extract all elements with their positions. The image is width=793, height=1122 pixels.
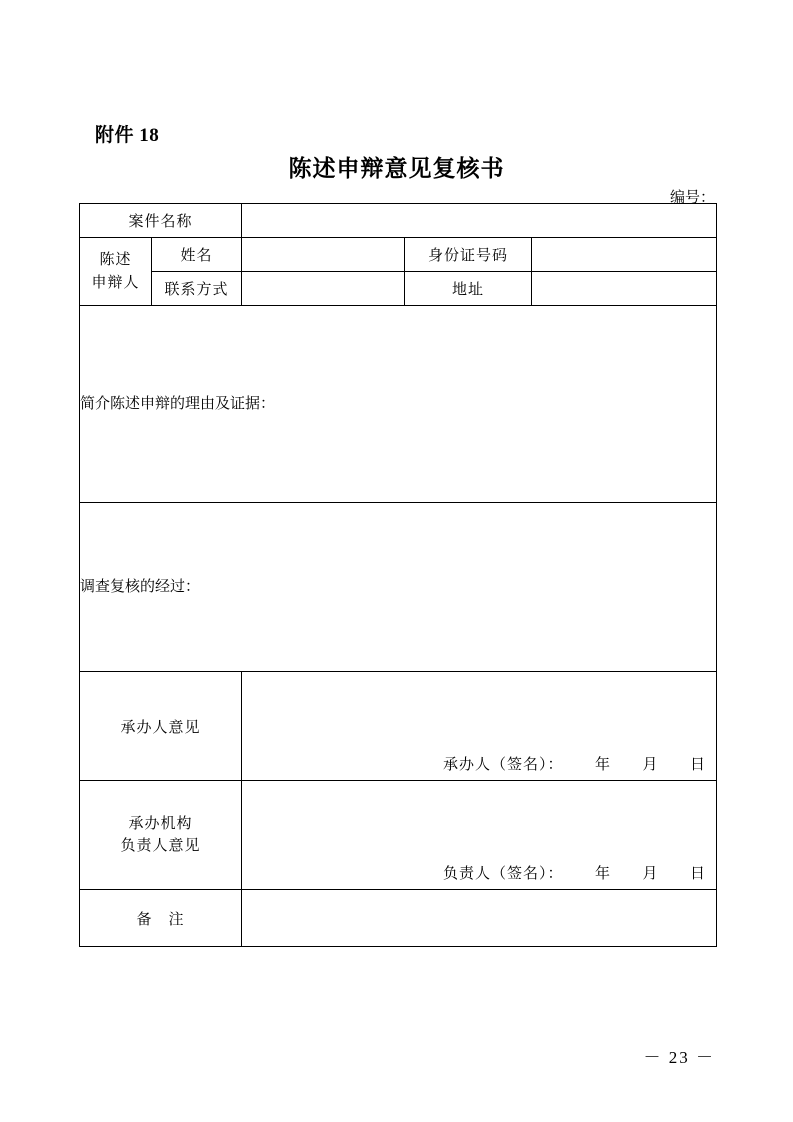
table-row-name-id bbox=[80, 238, 717, 272]
remark-label: 备 注 bbox=[80, 890, 242, 947]
handler-opinion-label: 承办人意见 bbox=[80, 672, 242, 781]
case-name-label: 案件名称 bbox=[80, 204, 242, 238]
org-head-date-year: 年 bbox=[594, 866, 611, 882]
table-row-handler-opinion bbox=[80, 672, 717, 781]
org-head-opinion-label bbox=[80, 781, 242, 890]
handler-date-year: 年 bbox=[594, 757, 611, 773]
table-row-contact-address bbox=[80, 272, 717, 306]
id-number-label: 身份证号码 bbox=[405, 238, 532, 272]
serial-number-label: 编号： bbox=[669, 190, 715, 206]
page-title: 陈述申辩意见复核书 bbox=[288, 156, 505, 181]
table-row-case-name bbox=[80, 204, 717, 238]
remark-value[interactable] bbox=[242, 890, 717, 947]
table-row-review-process bbox=[80, 503, 717, 672]
org-head-date-day: 日 bbox=[690, 866, 707, 882]
handler-opinion-value[interactable] bbox=[242, 691, 716, 761]
handler-date-day: 日 bbox=[690, 757, 707, 773]
table-row-reasons bbox=[80, 306, 717, 503]
table-row-org-head-opinion bbox=[80, 781, 717, 890]
org-head-opinion-value[interactable] bbox=[242, 800, 716, 870]
review-process-label: 调查复核的经过： bbox=[80, 579, 201, 595]
org-head-date-month: 月 bbox=[642, 866, 659, 882]
review-process-block[interactable] bbox=[80, 503, 717, 672]
reasons-block[interactable] bbox=[80, 306, 717, 503]
org-head-sign-label: 负责人（签名）： bbox=[442, 866, 564, 882]
review-form-table bbox=[79, 203, 717, 947]
name-value[interactable] bbox=[242, 238, 405, 272]
id-number-value[interactable] bbox=[532, 238, 717, 272]
name-label: 姓名 bbox=[152, 238, 242, 272]
party-label bbox=[80, 238, 152, 306]
reasons-label: 简介陈述申辩的理由及证据： bbox=[80, 396, 276, 412]
table-row-remark bbox=[80, 890, 717, 947]
org-head-opinion-label-line2: 负责人意见 bbox=[120, 838, 201, 854]
address-label: 地址 bbox=[405, 272, 532, 306]
attachment-label: 附件 18 bbox=[95, 125, 160, 146]
page-number: － 23 － bbox=[643, 1048, 715, 1067]
handler-signature-line bbox=[443, 753, 706, 774]
handler-opinion-body[interactable] bbox=[242, 672, 717, 781]
handler-sign-label: 承办人（签名）： bbox=[442, 757, 564, 773]
org-head-signature-line bbox=[443, 862, 706, 883]
contact-value[interactable] bbox=[242, 272, 405, 306]
party-label-line1: 陈述 bbox=[99, 252, 132, 268]
case-name-value[interactable] bbox=[242, 204, 717, 238]
contact-label: 联系方式 bbox=[152, 272, 242, 306]
org-head-opinion-body[interactable] bbox=[242, 781, 717, 890]
party-label-line2: 申辩人 bbox=[91, 274, 140, 291]
handler-date-month: 月 bbox=[642, 757, 659, 773]
org-head-opinion-label-line1: 承办机构 bbox=[128, 815, 193, 832]
address-value[interactable] bbox=[532, 272, 717, 306]
